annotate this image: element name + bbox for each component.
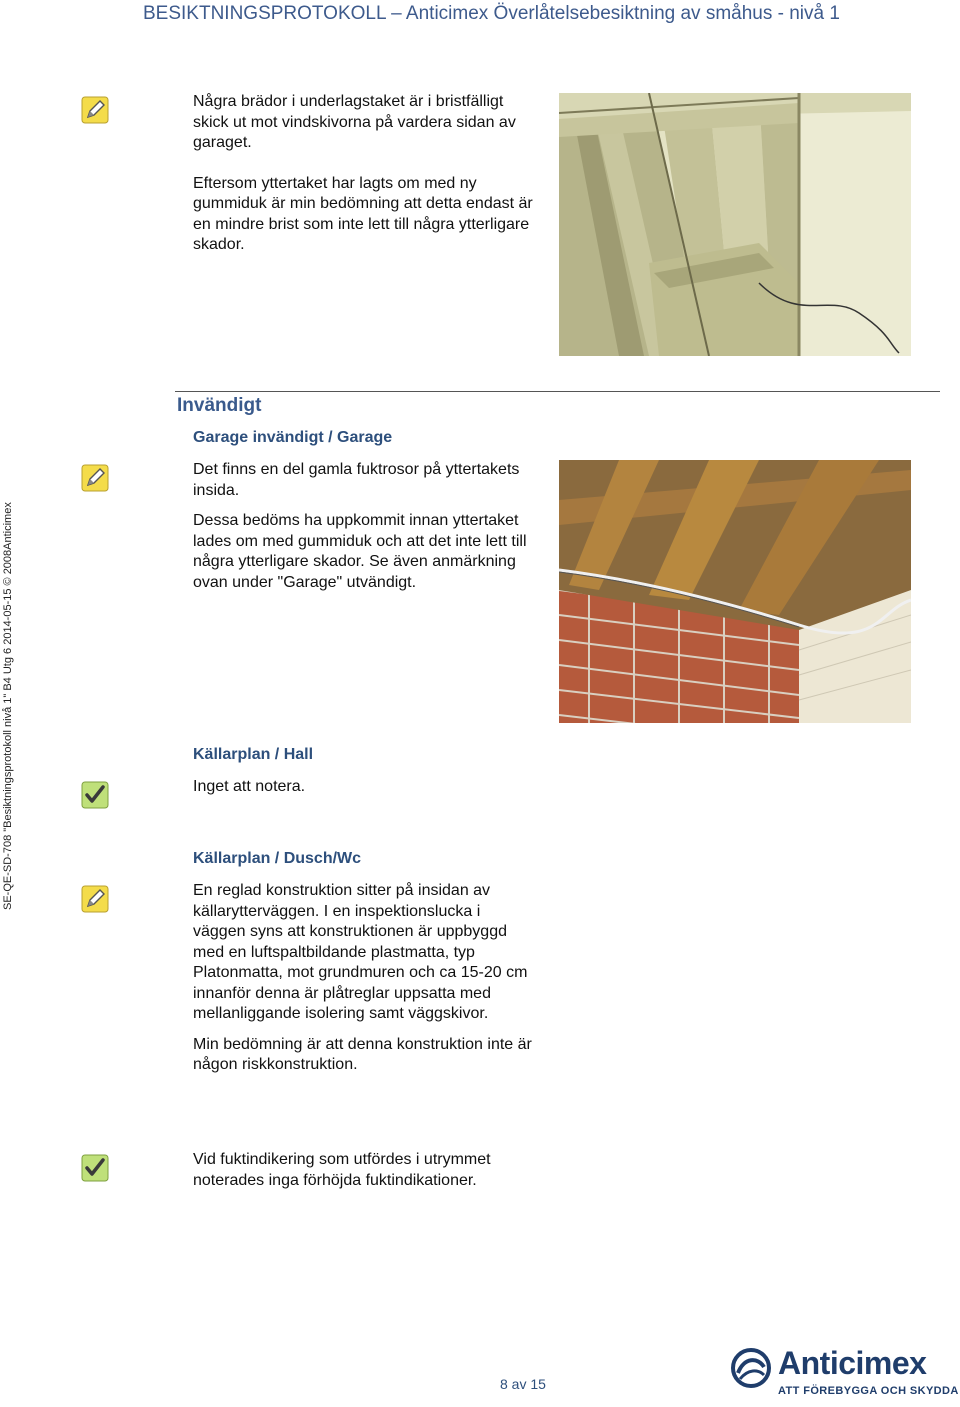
logo-tagline: ATT FÖREBYGGA OCH SKYDDA bbox=[778, 1385, 959, 1397]
side-document-id bbox=[0, 0, 18, 1407]
dusch-heading: Källarplan / Dusch/Wc bbox=[193, 850, 362, 867]
pencil-icon bbox=[81, 464, 109, 492]
pencil-icon bbox=[81, 885, 109, 913]
dusch-text bbox=[193, 881, 533, 1076]
garage-ceiling-photo bbox=[559, 460, 911, 723]
section-title: Invändigt bbox=[177, 395, 262, 416]
garage-text bbox=[193, 460, 533, 593]
roof-boards-photo bbox=[559, 93, 911, 356]
hall-text bbox=[193, 777, 533, 798]
garage-heading: Garage invändigt / Garage bbox=[193, 429, 393, 446]
hall-heading: Källarplan / Hall bbox=[193, 746, 314, 763]
anticimex-logo bbox=[730, 1345, 959, 1401]
document-header: BESIKTNINGSPROTOKOLL – Anticimex Överlåtelsebesiktning av småhus - nivå 1 bbox=[143, 3, 840, 24]
garage-paragraph-2: Dessa bedöms ha uppkommit innan yttertaket lades om med gummiduk och att det inte lett till några ytterligare skador. Se även anmärkning ovan under "Garage" utvändigt. bbox=[193, 512, 527, 591]
anticimex-logo-mark-icon bbox=[730, 1347, 772, 1389]
dusch-paragraph-2: Min bedömning är att denna konstruktion inte är någon riskkonstruktion. bbox=[193, 1035, 532, 1073]
moisture-paragraph-1: Vid fuktindikering som utfördes i utrymmet noterades inga förhöjda fuktindikationer. bbox=[193, 1151, 491, 1189]
block1-paragraph-1: Några brädor i underlagstaket är i bristfälligt skick ut mot vindskivorna på vardera sidan av garaget. bbox=[193, 93, 516, 151]
block1-paragraph-2: Eftersom yttertaket har lagts om med ny gummiduk är min bedömning att detta endast är en mindre brist som inte lett till några ytterligare skador. bbox=[193, 174, 533, 253]
moisture-text bbox=[193, 1150, 538, 1191]
section-divider bbox=[175, 391, 940, 392]
block1-text bbox=[193, 92, 533, 256]
garage-paragraph-1: Det finns en del gamla fuktrosor på yttertakets insida. bbox=[193, 461, 520, 499]
side-document-id-text: SE-QE-SD-708 "Besiktningsprotokoll nivå 1" B4 Utg 6 2014-05-15 © 2008Anticimex bbox=[2, 502, 14, 910]
page-number: 8 av 15 bbox=[500, 1376, 546, 1392]
logo-name: Anticimex bbox=[778, 1345, 927, 1381]
checkmark-icon bbox=[81, 1154, 109, 1182]
dusch-paragraph-1: En reglad konstruktion sitter på insidan av källarytterväggen. I en inspektionslucka i väggen syns att konstruktionen är uppbyggd med en luftspaltbildande plastmatta, typ Platonmatta, mot grundmuren och ca 15-20 cm innanför denna är plåtreglar uppsatta med mellanliggande isolering samt väggskivor. bbox=[193, 882, 528, 1022]
checkmark-icon bbox=[81, 781, 109, 809]
hall-paragraph-1: Inget att notera. bbox=[193, 778, 306, 795]
pencil-icon bbox=[81, 96, 109, 124]
